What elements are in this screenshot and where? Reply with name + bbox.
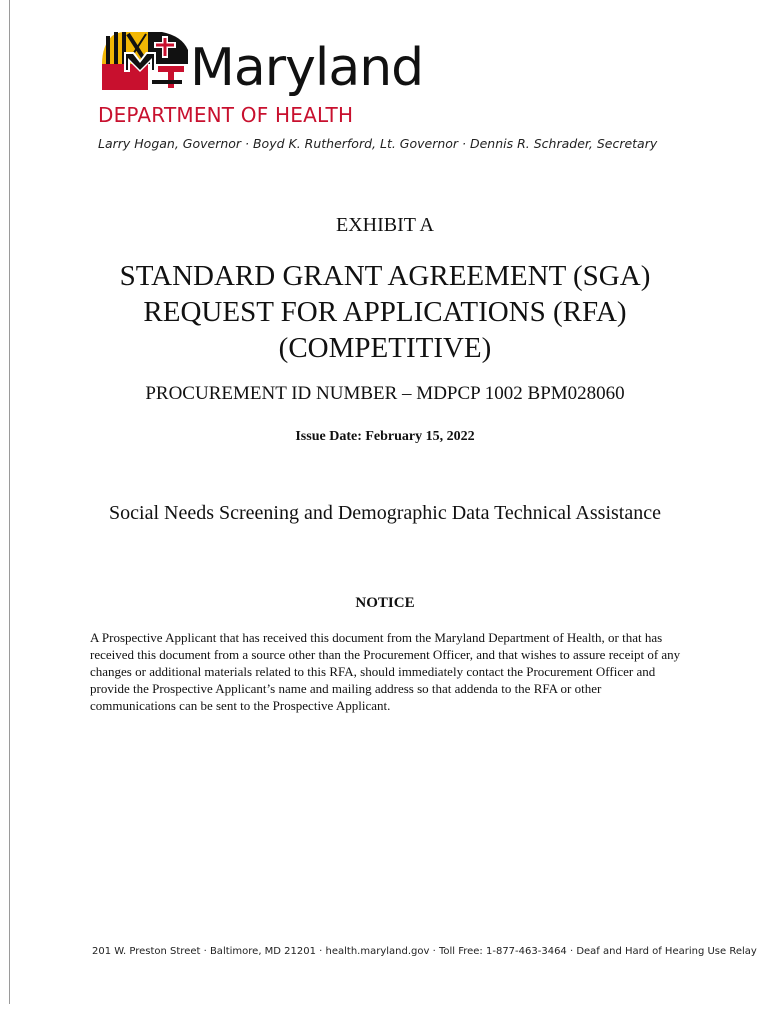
procurement-id: PROCUREMENT ID NUMBER – MDPCP 1002 BPM028060 <box>145 383 625 404</box>
officials-line: Larry Hogan, Governor · Boyd K. Rutherford, Lt. Governor · Dennis R. Schrader, Secretary <box>98 136 658 151</box>
issue-date: Issue Date: February 15, 2022 <box>295 429 475 444</box>
department-title: DEPARTMENT OF HEALTH <box>98 103 354 127</box>
notice-heading: NOTICE <box>355 595 415 611</box>
project-title: Social Needs Screening and Demographic Data Technical Assistance <box>109 502 661 524</box>
logo-wordmark: Maryland <box>190 38 424 98</box>
footer-address: 201 W. Preston Street · Baltimore, MD 21201 · health.maryland.gov · Toll Free: 1-877-463-3464 · Deaf and Hard of Hearing Use Relay <box>92 946 757 957</box>
title-line: REQUEST FOR APPLICATIONS (RFA) <box>143 296 627 328</box>
exhibit-label: EXHIBIT A <box>336 214 434 236</box>
document-title <box>0 258 770 366</box>
maryland-flag-logo-icon <box>98 30 190 92</box>
title-line: (COMPETITIVE) <box>278 332 492 364</box>
title-line: STANDARD GRANT AGREEMENT (SGA) <box>119 260 651 292</box>
notice-body: A Prospective Applicant that has received this document from the Maryland Department of Health, or that has received this document from a source other than the Procurement Officer, and that wishes to assure receipt of any changes or additional materials related to this RFA, should immediately contact the Procurement Officer and provide the Prospective Applicant’s name and mailing address so that addenda to the RFA or other communications can be sent to the Prospective Applicant. <box>90 630 681 713</box>
